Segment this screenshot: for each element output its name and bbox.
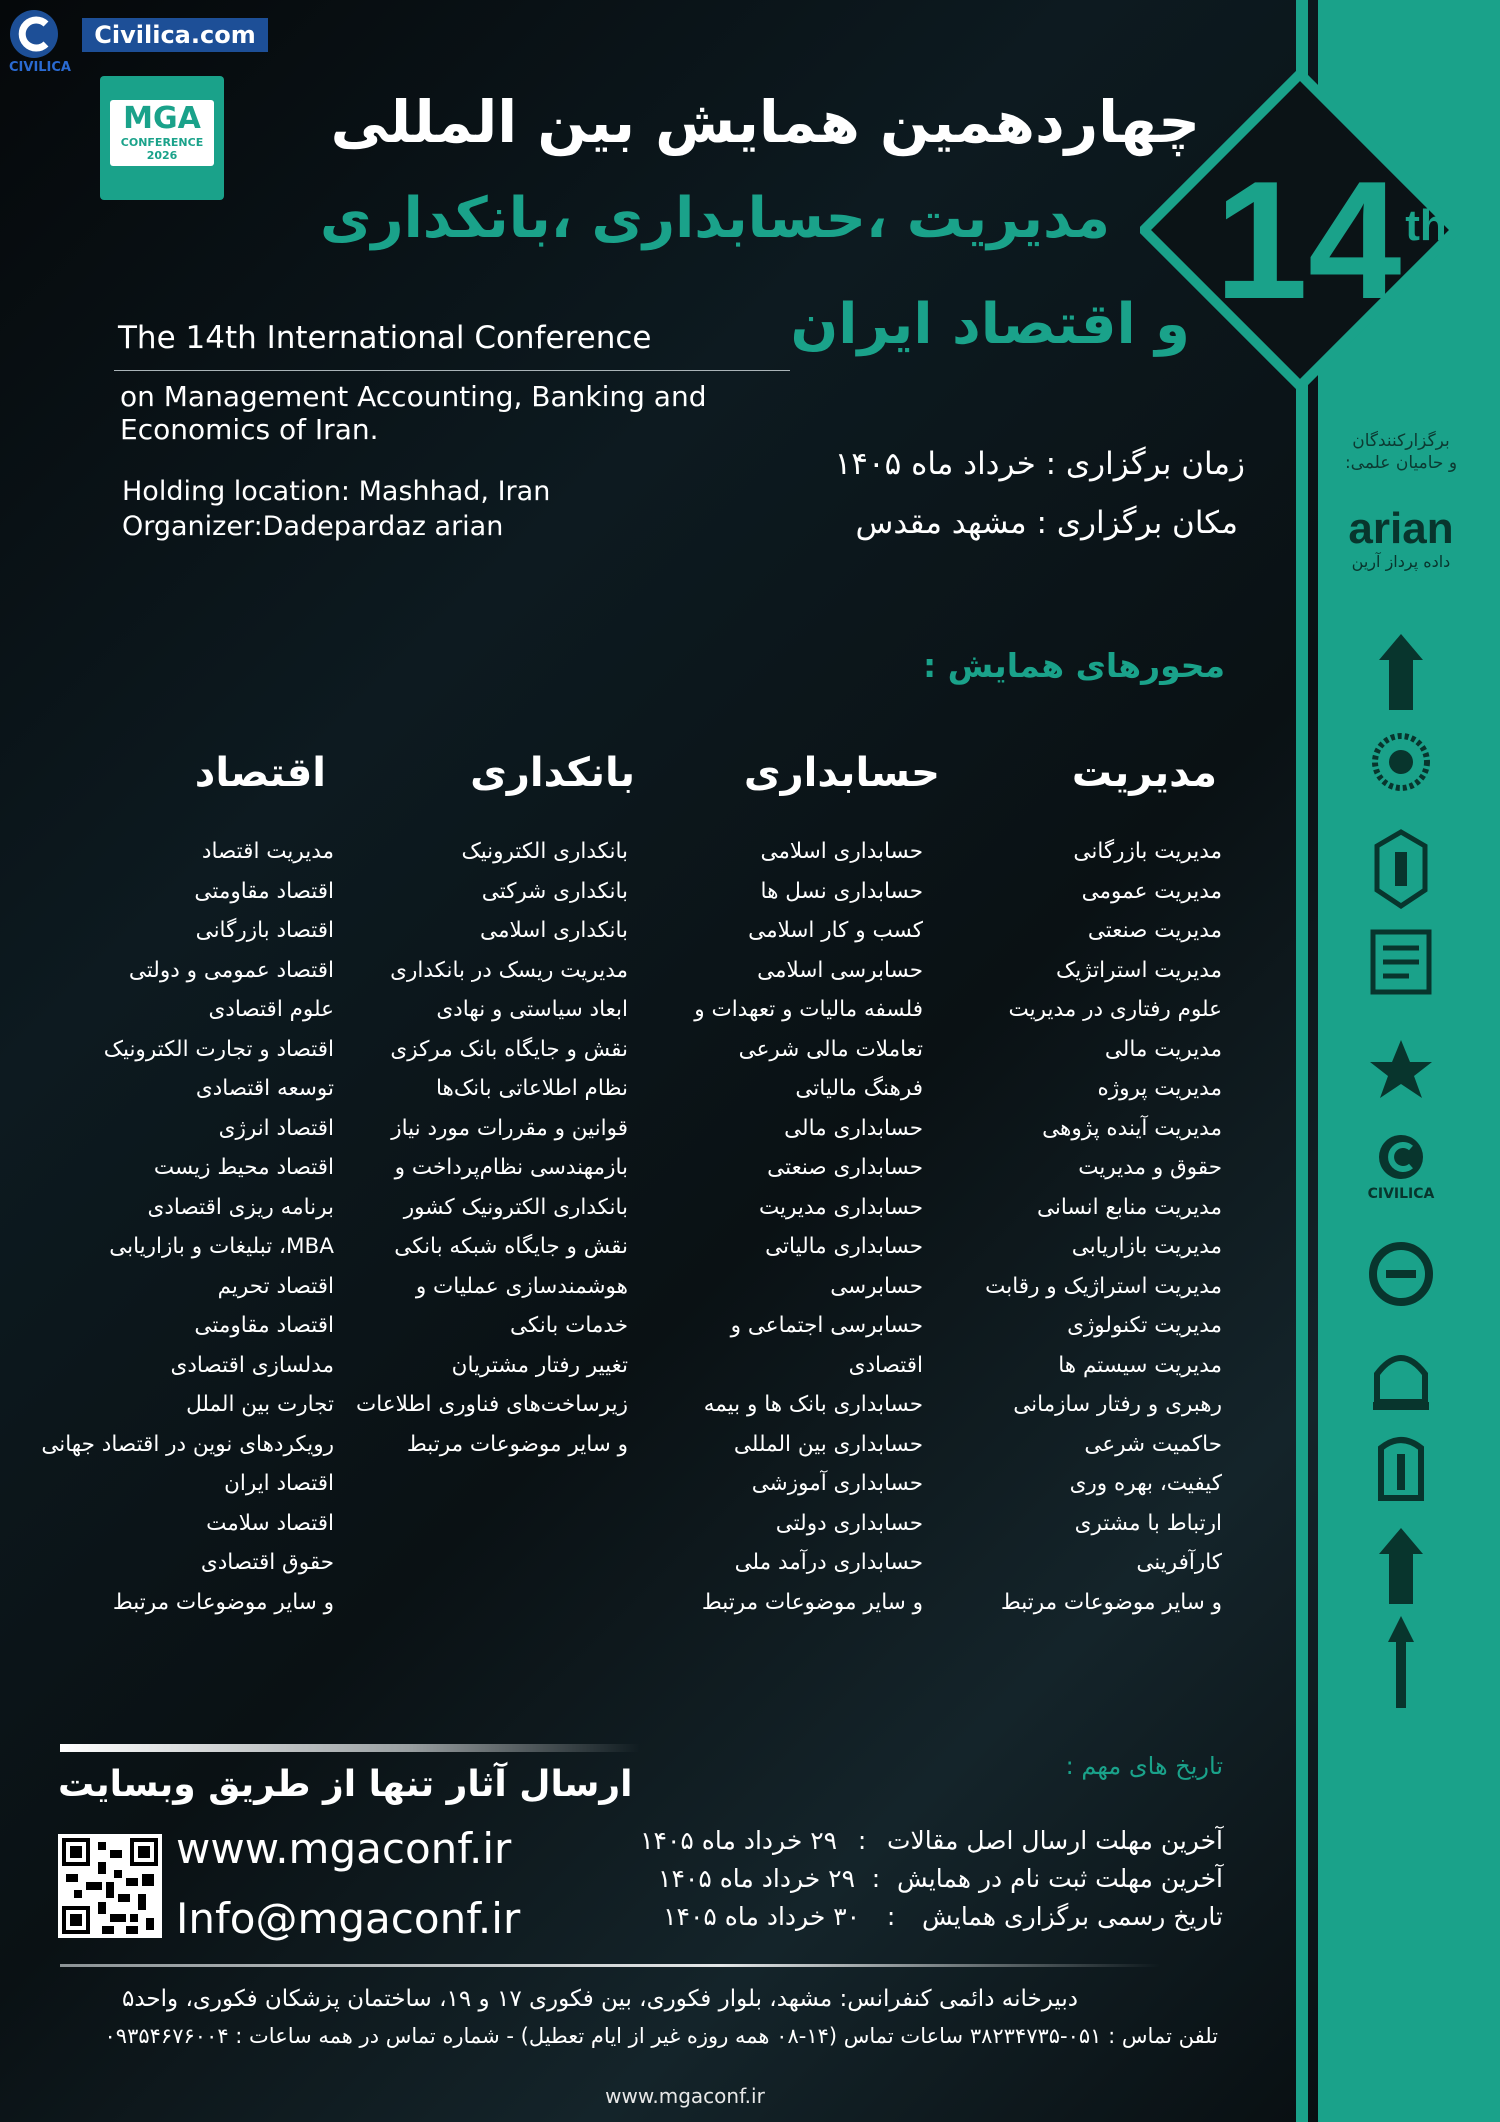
topic-item: مدلسازی اقتصادی — [170, 1352, 334, 1378]
topic-item: بانکداری الکترونیک — [461, 839, 628, 864]
topic-item: حسابداری بانک ها و بیمه — [703, 1392, 923, 1417]
topic-item: حقوق و مدیریت — [1078, 1155, 1222, 1180]
qr-code-icon[interactable] — [58, 1834, 162, 1938]
email-link[interactable]: Info@mgaconf.ir — [176, 1894, 521, 1943]
topic-item: حقوق اقتصادی — [200, 1550, 334, 1575]
footer-website-link[interactable]: www.mgaconf.ir — [605, 2084, 765, 2108]
topic-item: اقتصادی — [848, 1352, 923, 1378]
mga-logo-line1: CONFERENCE — [120, 136, 204, 149]
topic-item: حسابداری بین المللی — [733, 1431, 923, 1457]
topic-item: مدیریت مالی — [1104, 1036, 1222, 1062]
topic-item: حسابداری مالیاتی — [765, 1234, 923, 1259]
civilica-logo-text: CIVILICA — [9, 60, 71, 75]
sponsors-heading — [1328, 430, 1474, 474]
topic-item: برنامه ریزی اقتصادی — [147, 1194, 334, 1220]
topic-item: اقتصاد عمومی و دولتی — [128, 957, 334, 983]
topic-item: خدمات بانکی — [509, 1313, 628, 1338]
topic-item: حسابداری مالی — [784, 1115, 923, 1141]
submission-divider — [60, 1744, 640, 1752]
topic-item: تجارت بین الملل — [186, 1392, 334, 1417]
arian-logo-fa: داده پرداز آرین — [1351, 552, 1451, 571]
topic-item: اقتصاد بازرگانی — [195, 918, 334, 943]
topic-item: MBA، تبلیغات و بازاریابی — [109, 1234, 334, 1259]
topic-item: تغییر رفتار مشتریان — [451, 1352, 628, 1378]
date-label: آخرین مهلت ارسال اصل مقالات — [886, 1826, 1223, 1855]
topic-item: اقتصاد مقاومتی — [194, 878, 334, 904]
topic-item: بانکداری الکترونیک کشور — [403, 1194, 628, 1220]
topic-item: مدیریت منابع انسانی — [1037, 1194, 1222, 1220]
topic-item: اقتصاد سلامت — [206, 1510, 334, 1536]
topic-list-accounting — [603, 832, 923, 1622]
date-row: تاریخ رسمی برگزاری همایش : ۳۰ خرداد ماه ۱۴۰۵ — [663, 1902, 1223, 1931]
topic-item: هوشمندسازی عملیات و — [415, 1273, 628, 1299]
topic-item: حسابداری نسل ها — [760, 878, 923, 904]
topic-item: حسابداری اسلامی — [760, 839, 923, 864]
english-title: The 14th International Conference — [118, 320, 652, 356]
topic-item: بانکداری شرکتی — [481, 878, 628, 904]
topic-item: حسابداری مدیریت — [758, 1194, 923, 1220]
topic-item: کارآفرینی — [1136, 1550, 1222, 1575]
topic-list-economics — [4, 832, 334, 1622]
topic-item: علوم اقتصادی — [208, 997, 334, 1022]
topic-item: مدیریت پروژه — [1097, 1076, 1222, 1101]
topic-item: فلسفه مالیات و تعهدات و — [694, 997, 923, 1022]
topic-item: و سایر موضوعات مرتبط — [112, 1589, 334, 1615]
topic-item: کسب و کار اسلامی — [748, 918, 923, 943]
english-title-divider — [114, 370, 790, 371]
topic-item: و سایر موضوعات مرتبط — [406, 1431, 628, 1457]
page-title: چهاردهمین همایش بین المللی — [330, 88, 1200, 156]
topic-item: تعاملات مالی شرعی — [738, 1036, 923, 1062]
civilica-tag[interactable]: Civilica.com — [82, 18, 268, 52]
topic-item: مدیریت صنعتی — [1087, 918, 1222, 943]
topic-item: مدیریت اقتصاد — [201, 839, 334, 864]
date-label: تاریخ رسمی برگزاری همایش — [921, 1902, 1223, 1931]
topic-item: مدیریت استراژیک و رقابت — [985, 1273, 1222, 1299]
azad-university-emblem-icon — [1336, 1524, 1466, 1618]
topic-item: فرهنگ مالیاتی — [795, 1076, 923, 1101]
topic-item: ارتباط با مشتری — [1074, 1510, 1222, 1536]
topic-item: حسابرسی — [830, 1273, 923, 1299]
topic-item: حسابداری صنعتی — [767, 1155, 923, 1180]
badge-number: 14 — [1214, 146, 1402, 334]
footer-divider — [60, 1964, 1160, 1967]
date-row: آخرین مهلت ثبت نام در همایش : ۲۹ خرداد ماه ۱۴۰۵ — [658, 1864, 1223, 1893]
mga-logo-line2: 2026 — [146, 149, 178, 162]
submission-note: ارسال آثار تنها از طریق وبسایت — [58, 1764, 633, 1805]
star-book-emblem-icon — [1336, 1036, 1466, 1120]
topic-item: مدیریت بازرگانی — [1073, 839, 1222, 864]
topic-list-banking — [318, 832, 628, 1464]
university-emblem-icon — [1336, 630, 1466, 724]
event-location: مکان برگزاری : مشهد مقدس — [855, 505, 1238, 541]
topic-item: اقتصاد انرژی — [218, 1115, 334, 1141]
topic-item: مدیریت تکنولوژی — [1067, 1313, 1222, 1338]
topic-item: مدیریت استراتژیک — [1056, 957, 1222, 983]
arian-logo — [1336, 506, 1466, 571]
topic-item: حسابداری آموزشی — [751, 1471, 923, 1496]
civilica-sponsor-text: CIVILICA — [1367, 1186, 1435, 1202]
topic-item: نقش و جایگاه شبکه بانکی — [394, 1234, 628, 1259]
mga-logo-inner — [110, 100, 214, 166]
important-dates-heading: تاریخ های مهم : — [1065, 1752, 1223, 1780]
topic-item: و سایر موضوعات مرتبط — [1000, 1589, 1222, 1615]
topic-item: اقتصاد و تجارت الکترونیک — [103, 1036, 334, 1062]
english-subtitle: on Management Accounting, Banking and Economics of Iran. — [120, 380, 707, 446]
column-heading-economics: اقتصاد — [194, 750, 326, 796]
mga-logo-title: MGA — [123, 101, 201, 136]
topic-item: حسابداری دولتی — [775, 1510, 923, 1536]
topic-item: مدیریت ریسک در بانکداری — [390, 957, 628, 983]
topic-item: حسابرسی اسلامی — [757, 957, 923, 983]
sponsors-heading-line2: و حامیان علمی: — [1344, 453, 1458, 473]
subtitle-line-1: مدیریت ،حسابداری ،بانکداری — [320, 186, 1110, 251]
topic-item: بانکداری اسلامی — [480, 918, 628, 943]
column-heading-accounting: حسابداری — [743, 750, 940, 796]
topic-item: رویکردهای نوین در اقتصاد جهانی — [41, 1431, 334, 1457]
date-label: آخرین مهلت ثبت نام در همایش — [896, 1864, 1223, 1893]
topic-item: علوم رفتاری در مدیریت — [1008, 997, 1222, 1022]
subtitle-line-2: و اقتصاد ایران — [790, 292, 1190, 357]
topic-item: حسابرسی اجتماعی و — [730, 1313, 923, 1338]
mga-logo — [100, 76, 224, 200]
date-value: ۳۰ خرداد ماه ۱۴۰۵ — [663, 1902, 861, 1931]
english-location: Holding location: Mashhad, Iran — [122, 476, 551, 507]
english-organizer: Organizer:Dadepardaz arian — [122, 511, 504, 542]
contact-phone: تلفن تماس : ۰۵۱-۳۸۲۳۴۷۳۵ ساعات تماس (۱۴-۰۸ همه روزه غیر از ایام تعطیل) - شماره تماس در همه ساعات : ۰۹۳۵۴۶۷۶۰۰۴ — [104, 2024, 1218, 2048]
topic-item: حاکمیت شرعی — [1084, 1431, 1222, 1457]
topic-item: قوانین و مقررات مورد نیاز — [391, 1115, 628, 1141]
topic-item: بازمهندسی نظام‌پرداخت و — [394, 1155, 628, 1180]
hexagon-emblem-icon — [1336, 828, 1466, 916]
sunflower-emblem-icon — [1336, 730, 1466, 814]
topic-item: اقتصاد محیط زیست — [153, 1155, 334, 1180]
civilica-sponsor-logo — [1336, 1132, 1466, 1202]
topic-item: اقتصاد تحریم — [217, 1273, 334, 1299]
topic-item: حسابداری درآمد ملی — [734, 1550, 923, 1575]
column-heading-management: مدیریت — [1071, 750, 1217, 796]
date-value: ۲۹ خرداد ماه ۱۴۰۵ — [658, 1864, 856, 1893]
date-value: ۲۹ خرداد ماه ۱۴۰۵ — [640, 1826, 838, 1855]
topics-heading: محورهای همایش : — [922, 646, 1225, 685]
topic-list-management — [922, 832, 1222, 1622]
book-emblem-icon — [1336, 1428, 1466, 1512]
topic-item: ابعاد سیاستی و نهادی — [436, 997, 628, 1022]
date-row: آخرین مهلت ارسال اصل مقالات : ۲۹ خرداد ماه ۱۴۰۵ — [640, 1826, 1223, 1855]
topic-item: اقتصاد مقاومتی — [194, 1313, 334, 1338]
topic-item: مدیریت بازاریابی — [1071, 1234, 1222, 1259]
torch-emblem-icon — [1336, 1612, 1466, 1716]
circle-gear-emblem-icon — [1336, 1240, 1466, 1324]
badge-suffix: th — [1405, 201, 1447, 250]
mosque-emblem-icon — [1336, 1338, 1466, 1422]
topic-item: مدیریت عمومی — [1081, 878, 1222, 904]
topic-item: زیرساخت‌های فناوری اطلاعات — [355, 1392, 628, 1417]
event-date: زمان برگزاری : خرداد ماه ۱۴۰۵ — [834, 446, 1245, 482]
secretariat-address: دبیرخانه دائمی کنفرانس: مشهد، بلوار فکوری، بین فکوری ۱۷ و ۱۹، ساختمان پزشکان فکوری، واحد۵ — [122, 1986, 1078, 2012]
column-heading-banking: بانکداری — [470, 750, 635, 796]
topic-item: رهبری و رفتار سازمانی — [1013, 1392, 1222, 1417]
arian-logo-text: arian — [1348, 504, 1454, 553]
topic-item: مدیریت سیستم ها — [1058, 1352, 1222, 1378]
topic-item: و سایر موضوعات مرتبط — [701, 1589, 923, 1615]
topic-item: مدیریت آینده پژوهی — [1042, 1115, 1222, 1141]
topic-item: کیفیت، بهره وری — [1069, 1471, 1222, 1496]
website-link[interactable]: www.mgaconf.ir — [176, 1824, 512, 1873]
square-calligraphy-emblem-icon — [1336, 928, 1466, 1004]
topic-item: نقش و جایگاه بانک مرکزی — [390, 1036, 628, 1062]
topic-item: نظام اطلاعاتی بانک‌ها — [436, 1076, 628, 1101]
topic-item: توسعه اقتصادی — [195, 1076, 334, 1101]
sponsors-heading-line1: برگزارکنندگان — [1352, 431, 1450, 451]
topic-item: اقتصاد ایران — [224, 1471, 334, 1496]
